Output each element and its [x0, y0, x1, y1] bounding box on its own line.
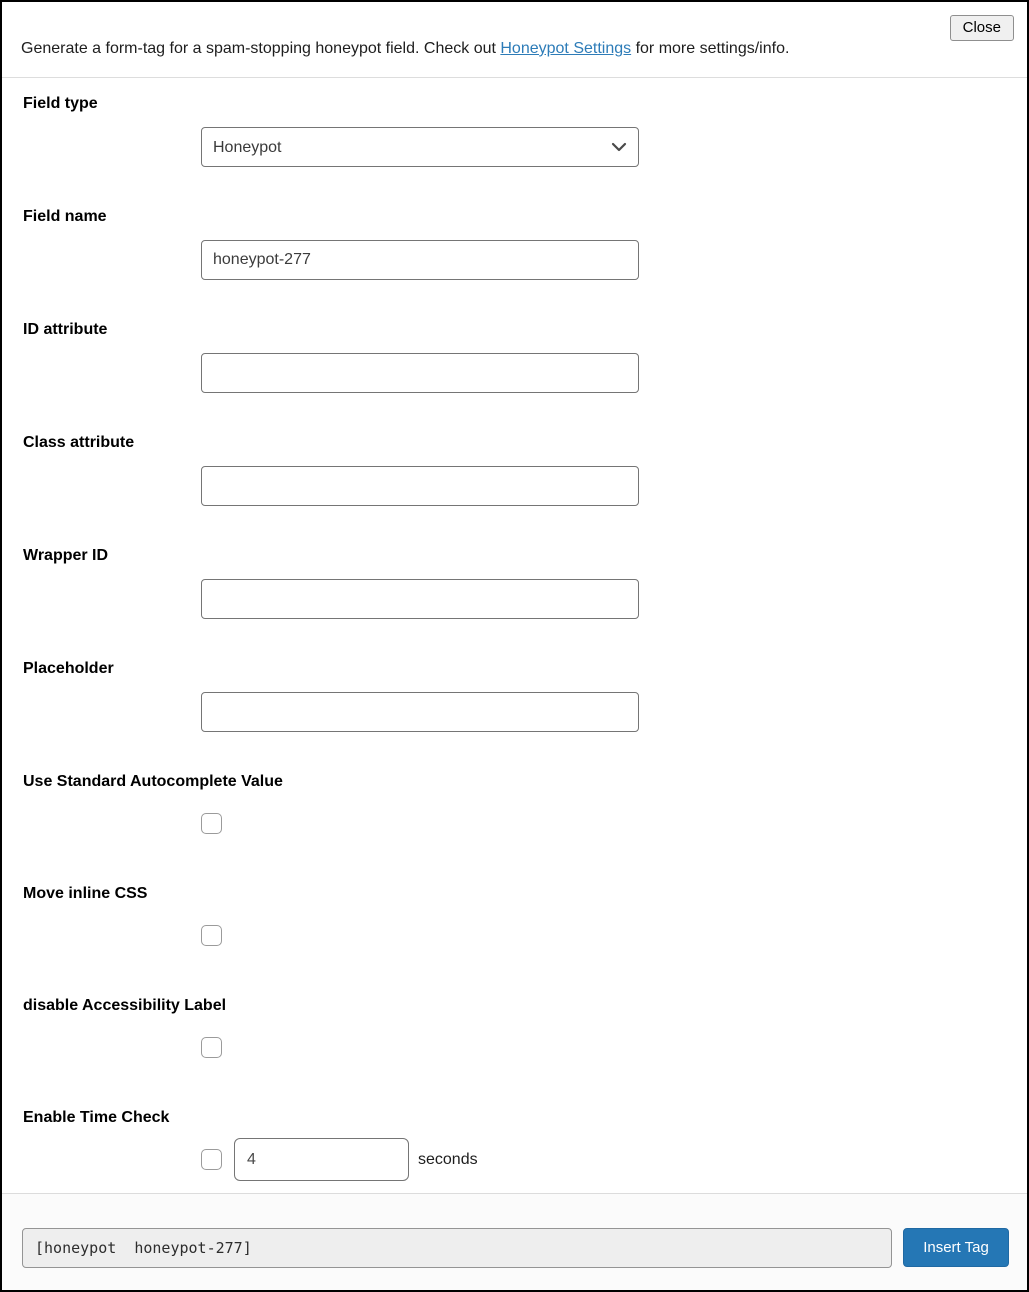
honeypot-settings-link[interactable]: Honeypot Settings: [500, 40, 632, 57]
description-text-before: Generate a form-tag for a spam-stopping honeypot field. Check out: [21, 40, 501, 57]
id-attribute-label: ID attribute: [23, 321, 108, 338]
move-inline-css-checkbox[interactable]: [201, 925, 222, 946]
description-text-after: for more settings/info.: [631, 40, 790, 57]
autocomplete-row: [23, 773, 1007, 834]
placeholder-label: Placeholder: [23, 660, 114, 677]
enable-time-check-checkbox[interactable]: [201, 1149, 222, 1170]
class-attribute-input[interactable]: [201, 466, 639, 506]
form-body: [2, 78, 1027, 1193]
disable-accessibility-label-label: disable Accessibility Label: [23, 997, 227, 1014]
wrapper-id-label: Wrapper ID: [23, 547, 109, 564]
move-inline-css-row: [23, 885, 1007, 946]
disable-accessibility-label-row: [23, 997, 1007, 1058]
id-attribute-row: [23, 321, 1007, 393]
field-type-select[interactable]: [201, 127, 639, 167]
class-attribute-label: Class attribute: [23, 434, 135, 451]
field-type-row: [23, 95, 1007, 167]
field-type-label: Field type: [23, 95, 98, 112]
placeholder-input[interactable]: [201, 692, 639, 732]
placeholder-row: [23, 660, 1007, 732]
dialog-footer: [2, 1193, 1027, 1290]
time-check-controls: [201, 1138, 1007, 1181]
time-check-seconds-input[interactable]: [234, 1138, 409, 1181]
wrapper-id-row: [23, 547, 1007, 619]
close-button[interactable]: Close: [950, 15, 1014, 41]
insert-tag-button[interactable]: Insert Tag: [903, 1228, 1009, 1267]
class-attribute-row: [23, 434, 1007, 506]
autocomplete-checkbox[interactable]: [201, 813, 222, 834]
disable-accessibility-label-checkbox[interactable]: [201, 1037, 222, 1058]
autocomplete-label: Use Standard Autocomplete Value: [23, 773, 283, 790]
enable-time-check-row: [23, 1109, 1007, 1181]
move-inline-css-label: Move inline CSS: [23, 885, 148, 902]
wrapper-id-input[interactable]: [201, 579, 639, 619]
enable-time-check-label: Enable Time Check: [23, 1109, 170, 1126]
field-type-select-wrap: [201, 127, 639, 167]
field-name-row: [23, 208, 1007, 280]
seconds-suffix-label: seconds: [418, 1150, 478, 1168]
id-attribute-input[interactable]: [201, 353, 639, 393]
dialog-description: [21, 40, 1007, 58]
field-name-input[interactable]: [201, 240, 639, 280]
field-name-label: Field name: [23, 208, 107, 225]
dialog-header: [2, 2, 1027, 78]
generated-tag-input[interactable]: [22, 1228, 892, 1268]
